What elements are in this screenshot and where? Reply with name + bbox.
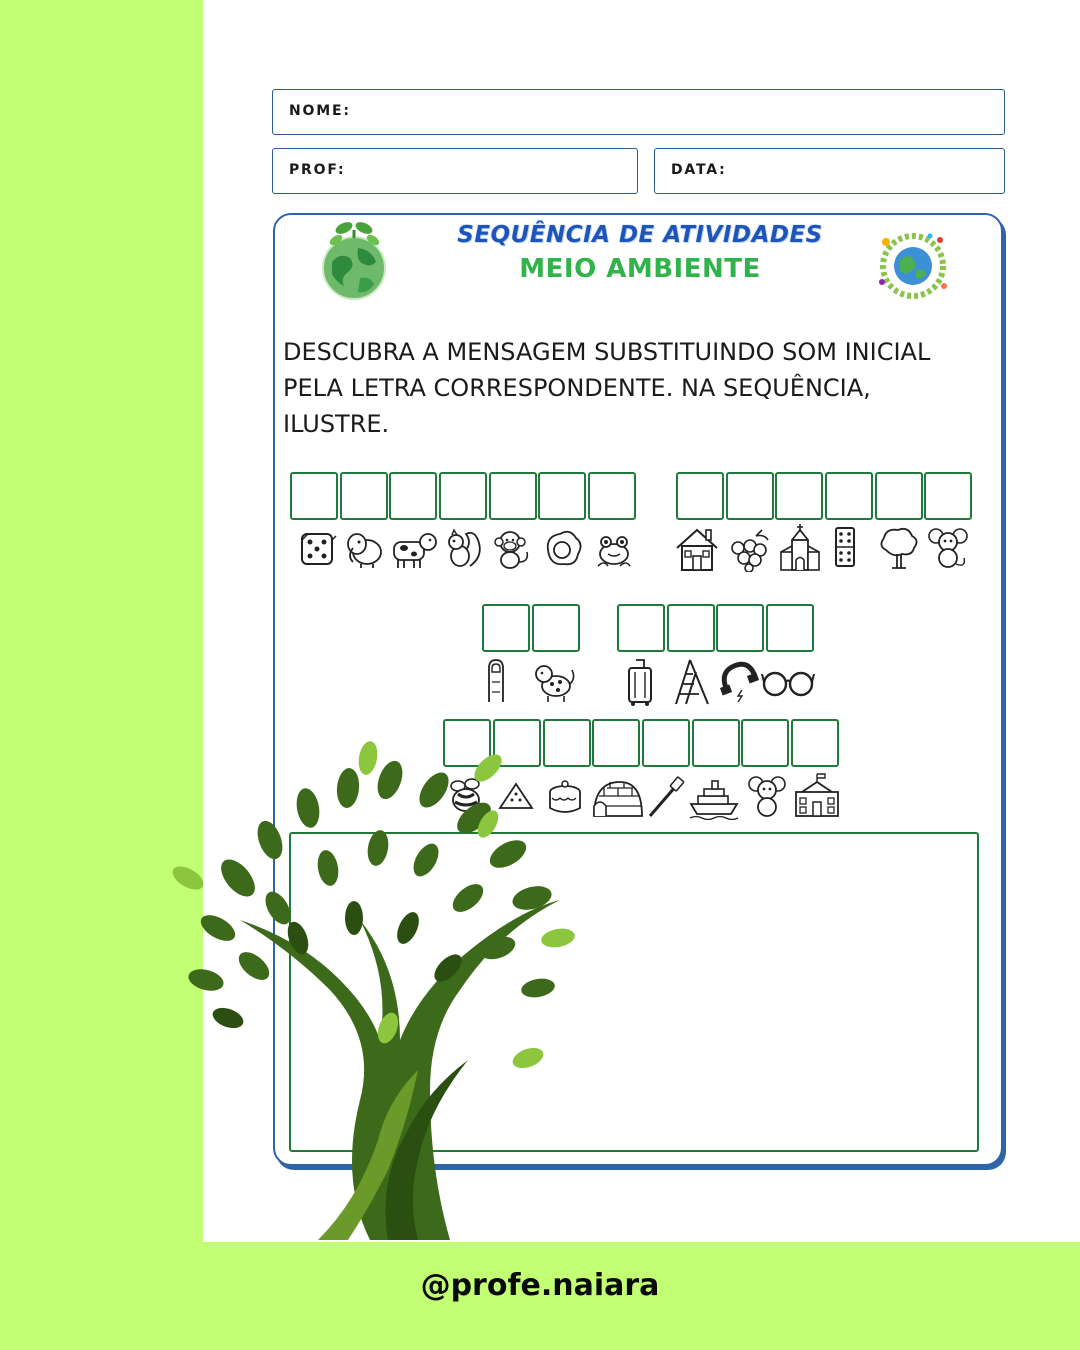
school-icon xyxy=(792,772,842,820)
house-icon xyxy=(672,524,722,574)
letter-box[interactable] xyxy=(489,472,537,520)
letter-box[interactable] xyxy=(924,472,972,520)
letter-box[interactable] xyxy=(741,719,789,767)
church-icon xyxy=(777,522,823,574)
worksheet-title: SEQUÊNCIA DE ATIVIDADES xyxy=(457,222,823,248)
letter-box[interactable] xyxy=(692,719,740,767)
author-handle: @profe.naiara xyxy=(420,1268,660,1303)
letter-box[interactable] xyxy=(716,604,764,652)
leopard-icon xyxy=(530,656,576,704)
frog-icon xyxy=(592,526,636,572)
cow-icon xyxy=(388,526,438,572)
tree-icon xyxy=(876,524,922,572)
name-label: NOME: xyxy=(289,103,351,119)
ladder-icon xyxy=(670,656,714,706)
letter-box[interactable] xyxy=(726,472,774,520)
letter-box[interactable] xyxy=(538,472,586,520)
glasses-icon xyxy=(760,660,816,702)
letter-box[interactable] xyxy=(290,472,338,520)
date-label: DATA: xyxy=(671,162,727,178)
teacher-label: PROF: xyxy=(289,162,346,178)
mouse-icon xyxy=(746,772,788,820)
mouse-icon xyxy=(926,524,970,572)
ship-icon xyxy=(688,776,740,820)
name-field[interactable] xyxy=(272,89,1005,135)
finger-icon xyxy=(484,656,508,706)
grapes-icon xyxy=(726,526,774,572)
letter-box[interactable] xyxy=(642,719,690,767)
igloo-icon xyxy=(590,776,644,820)
letter-box[interactable] xyxy=(676,472,724,520)
letter-box[interactable] xyxy=(667,604,715,652)
monkey-icon xyxy=(490,526,534,572)
instruction-text: DESCUBRA A MENSAGEM SUBSTITUINDO SOM INICIAL PELA LETRA CORRESPONDENTE. NA SEQUÊNCIA, ILUSTRE. xyxy=(283,338,931,438)
elephant-icon xyxy=(343,526,387,572)
letter-box[interactable] xyxy=(766,604,814,652)
letter-box[interactable] xyxy=(617,604,665,652)
domino-icon xyxy=(830,524,860,572)
letter-box[interactable] xyxy=(532,604,580,652)
letter-box[interactable] xyxy=(592,719,640,767)
letter-box[interactable] xyxy=(389,472,437,520)
squirrel-icon xyxy=(440,526,484,572)
letter-box[interactable] xyxy=(775,472,823,520)
dice-icon xyxy=(296,526,340,572)
fried-egg-icon xyxy=(540,526,584,572)
letter-box[interactable] xyxy=(439,472,487,520)
toothbrush-icon xyxy=(646,776,686,820)
letter-box[interactable] xyxy=(340,472,388,520)
letter-box[interactable] xyxy=(482,604,530,652)
letter-box[interactable] xyxy=(588,472,636,520)
worksheet-subtitle: MEIO AMBIENTE xyxy=(519,254,761,284)
letter-box[interactable] xyxy=(875,472,923,520)
letter-box[interactable] xyxy=(791,719,839,767)
date-field[interactable] xyxy=(654,148,1005,194)
letter-box[interactable] xyxy=(825,472,873,520)
teacher-field[interactable] xyxy=(272,148,638,194)
suitcase-icon xyxy=(624,656,656,708)
magnet-icon xyxy=(718,658,762,704)
tree-icon xyxy=(158,728,598,1240)
